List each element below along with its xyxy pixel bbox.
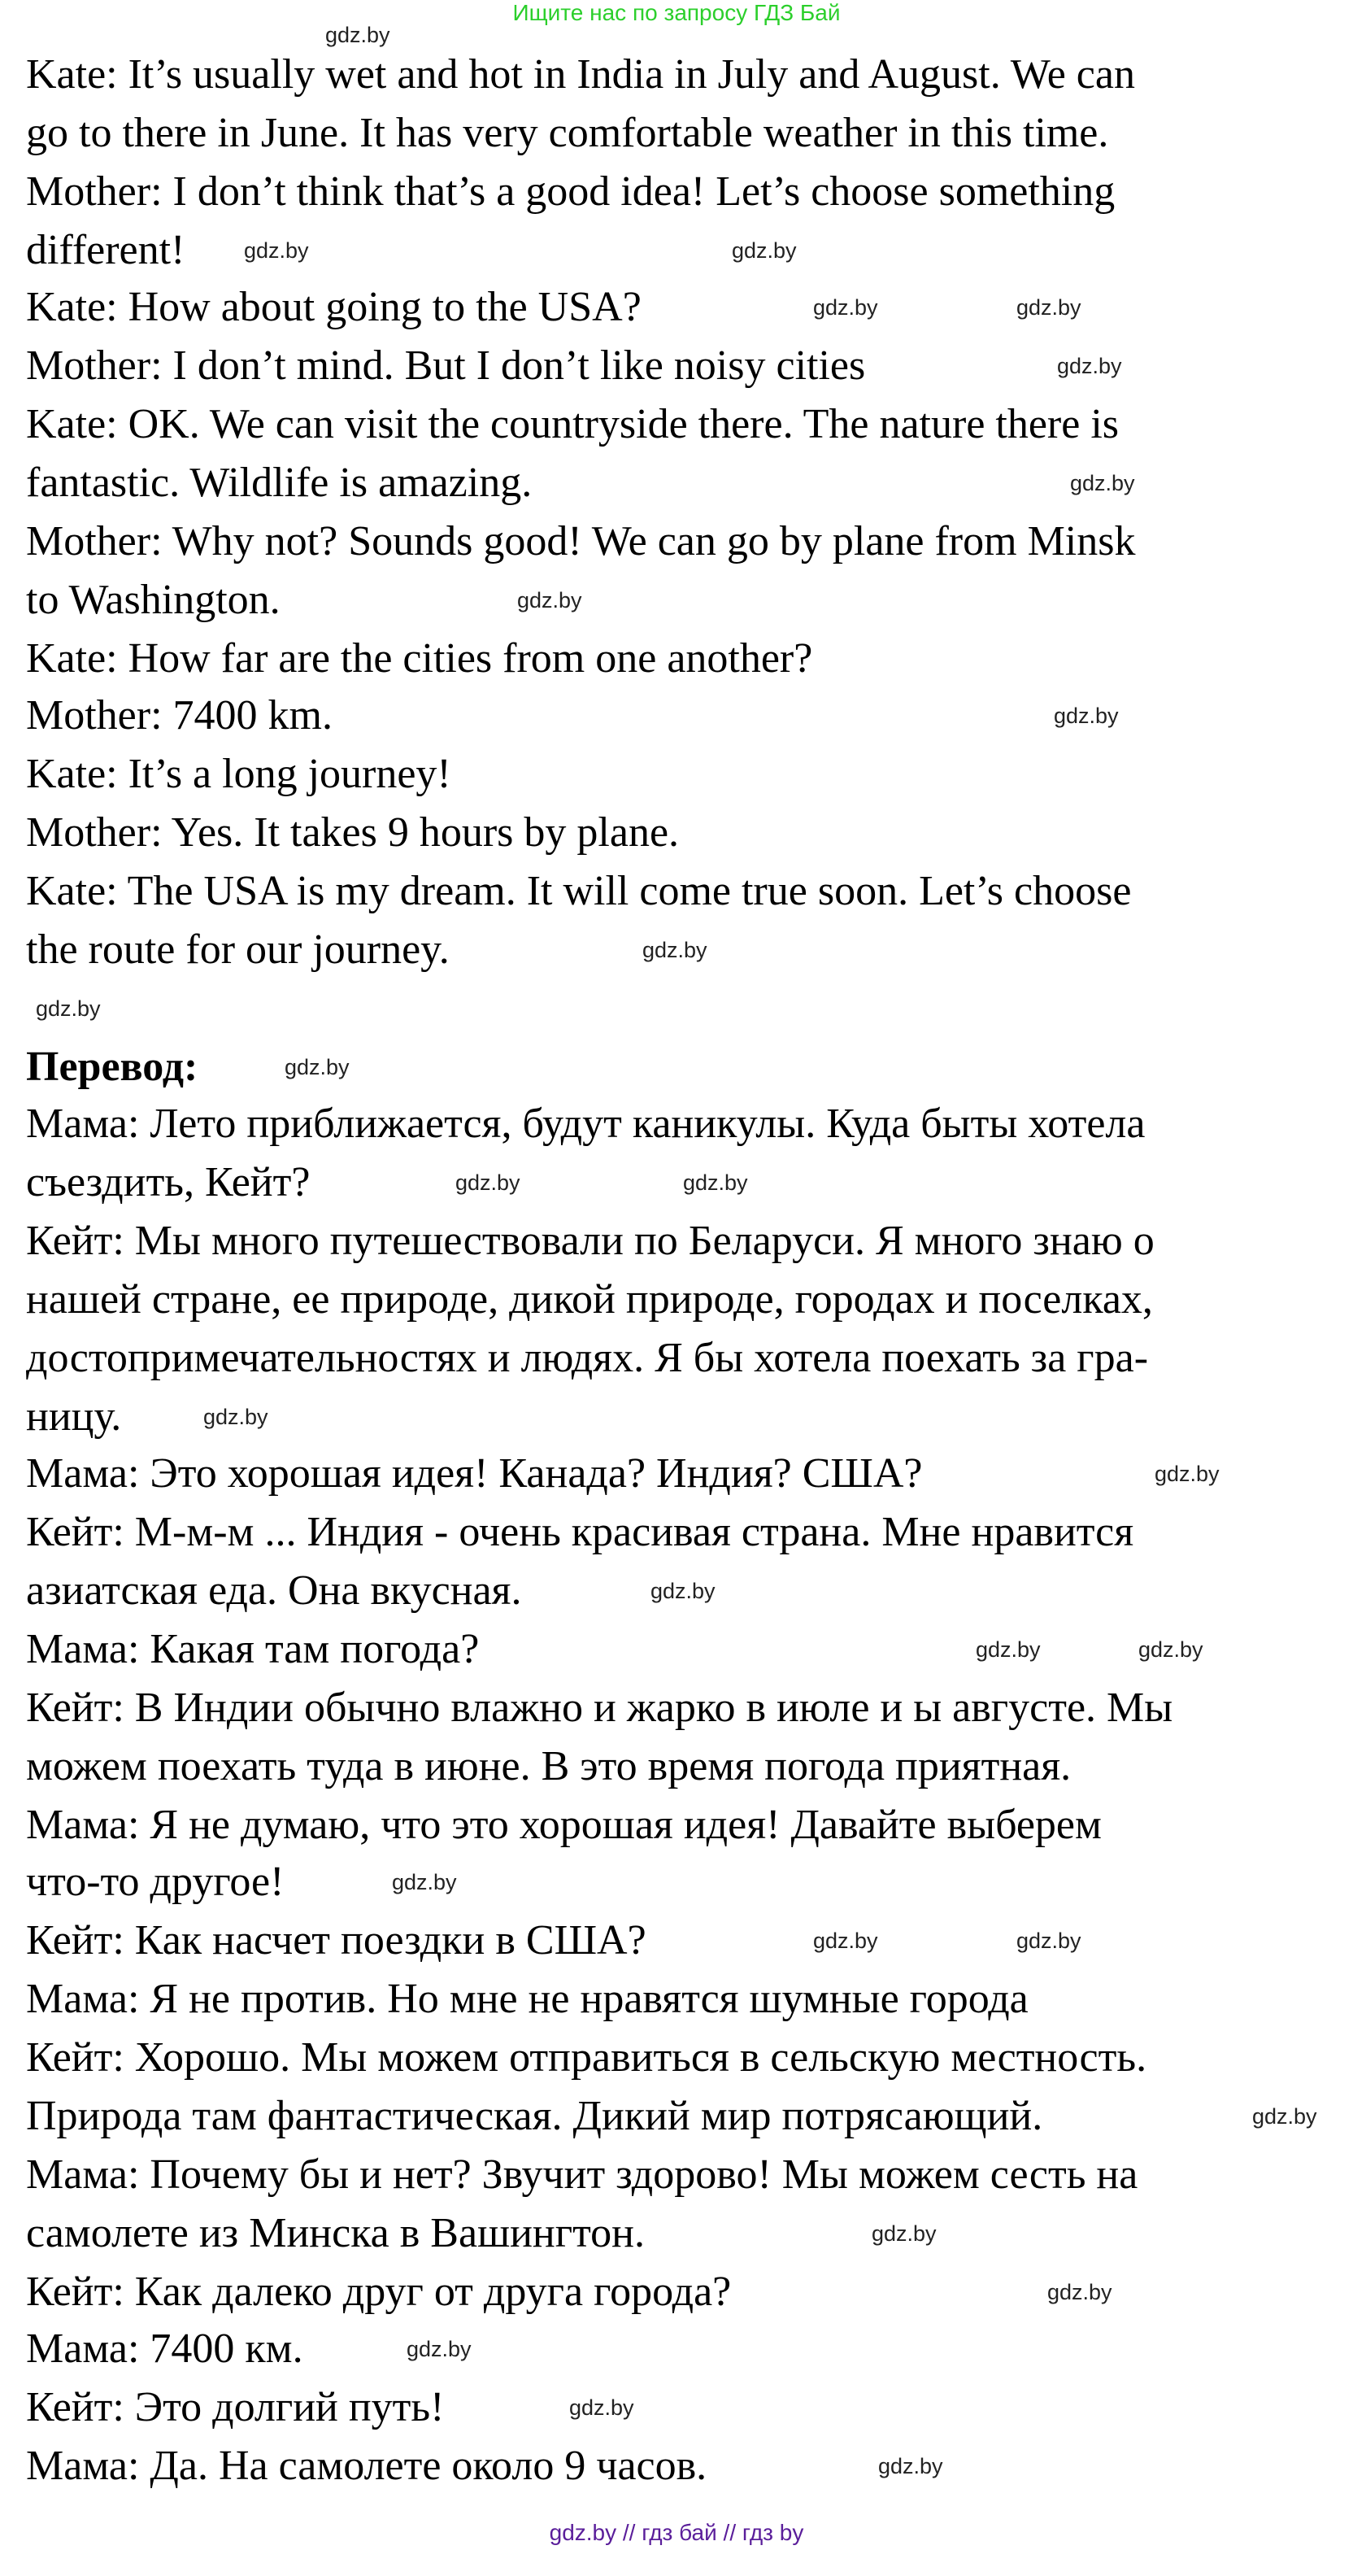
watermark: gdz.by (455, 1170, 520, 1195)
watermark: gdz.by (1047, 2280, 1112, 2304)
dialogue-line-ru: Мама: 7400 км. (26, 2325, 303, 2372)
dialogue-line-en: Kate: How far are the cities from one another? (26, 635, 813, 682)
translation-heading: Перевод: (26, 1044, 198, 1090)
dialogue-line-ru: Мама: Лето приближается, будут каникулы. Куда быты хотела (26, 1101, 1146, 1147)
watermark: gdz.by (392, 1870, 457, 1894)
watermark: gdz.by (285, 1055, 350, 1079)
dialogue-line-en: Mother: Yes. It takes 9 hours by plane. (26, 809, 680, 856)
dialogue-line-ru: Кейт: Как насчет поездки в США? (26, 1917, 646, 1964)
dialogue-line-ru: Кейт: Как далеко друг от друга города? (26, 2269, 732, 2315)
watermark: gdz.by (1252, 2104, 1317, 2129)
dialogue-line-ru: съездить, Кейт? (26, 1159, 311, 1205)
dialogue-line-en: Kate: It’s a long journey! (26, 751, 451, 797)
watermark: gdz.by (872, 2221, 937, 2246)
dialogue-line-ru: Кейт: В Индии обычно влажно и жарко в июле и ы августе. Мы (26, 1685, 1173, 1731)
dialogue-line-en: Mother: I don’t mind. But I don’t like noisy cities (26, 342, 866, 389)
dialogue-line-en: Mother: I don’t think that’s a good idea! Let’s choose something (26, 168, 1116, 215)
dialogue-line-ru: Кейт: Это долгий путь! (26, 2384, 445, 2430)
watermark: gdz.by (1016, 1929, 1081, 1953)
dialogue-line-en: fantastic. Wildlife is amazing. (26, 460, 533, 506)
watermark: gdz.by (569, 2395, 634, 2420)
dialogue-line-en: different! (26, 227, 185, 273)
dialogue-line-ru: Кейт: М-м-м ... Индия - очень красивая страна. Мне нравится (26, 1509, 1134, 1555)
dialogue-line-ru: Мама: Я не думаю, что это хорошая идея! Давайте выберем (26, 1802, 1102, 1848)
watermark: gdz.by (244, 238, 309, 263)
watermark: gdz.by (517, 588, 582, 612)
dialogue-line-ru: Мама: Почему бы и нет? Звучит здорово! Мы можем сесть на (26, 2151, 1138, 2198)
header-banner[interactable]: Ищите нас по запросу ГДЗ Бай (512, 0, 841, 25)
dialogue-line-ru: ницу. (26, 1393, 122, 1440)
dialogue-line-en: Mother: 7400 km. (26, 692, 333, 739)
watermark: gdz.by (976, 1637, 1041, 1662)
watermark: gdz.by (878, 2454, 943, 2478)
watermark: gdz.by (203, 1405, 268, 1429)
watermark: gdz.by (683, 1170, 748, 1195)
dialogue-line-ru: достопримечательностях и людях. Я бы хотела поехать за гра- (26, 1335, 1149, 1381)
dialogue-line-ru: Мама: Какая там погода? (26, 1626, 480, 1672)
watermark: gdz.by (407, 2337, 472, 2361)
dialogue-line-ru: азиатская еда. Она вкусная. (26, 1567, 522, 1614)
dialogue-line-ru: Природа там фантастическая. Дикий мир потрясающий. (26, 2093, 1043, 2139)
dialogue-line-en: the route for our journey. (26, 926, 450, 973)
dialogue-line-ru: Мама: Это хорошая идея! Канада? Индия? США? (26, 1450, 923, 1497)
watermark: gdz.by (813, 1929, 878, 1953)
dialogue-line-en: Kate: OK. We can visit the countryside there. The nature there is (26, 401, 1120, 447)
watermark: gdz.by (1070, 471, 1135, 495)
dialogue-line-en: to Washington. (26, 577, 281, 623)
watermark: gdz.by (642, 938, 707, 962)
watermark: gdz.by (1155, 1462, 1220, 1486)
watermark: gdz.by (36, 996, 101, 1021)
watermark: gdz.by (650, 1579, 716, 1603)
dialogue-line-ru: Мама: Да. На самолете около 9 часов. (26, 2443, 707, 2489)
dialogue-line-en: Kate: It’s usually wet and hot in India in July and August. We can (26, 51, 1135, 98)
dialogue-line-ru: что-то другое! (26, 1859, 285, 1905)
dialogue-line-ru: можем поехать туда в июне. В это время погода приятная. (26, 1743, 1072, 1789)
dialogue-line-ru: Мама: Я не против. Но мне не нравятся шумные города (26, 1976, 1029, 2022)
dialogue-line-ru: самолете из Минска в Вашингтон. (26, 2210, 645, 2256)
watermark: gdz.by (813, 295, 878, 320)
watermark: gdz.by (1138, 1637, 1203, 1662)
dialogue-line-en: Kate: How about going to the USA? (26, 284, 642, 330)
dialogue-line-ru: нашей стране, ее природе, дикой природе, городах и поселках, (26, 1276, 1153, 1323)
dialogue-line-en: Mother: Why not? Sounds good! We can go by plane from Minsk (26, 518, 1136, 564)
watermark: gdz.by (1057, 354, 1122, 378)
dialogue-line-en: go to there in June. It has very comfortable weather in this time. (26, 110, 1109, 156)
watermark: gdz.by (325, 23, 390, 47)
watermark: gdz.by (1054, 704, 1119, 728)
watermark: gdz.by (1016, 295, 1081, 320)
footer-links[interactable]: gdz.by // гдз бай // гдз by (549, 2520, 804, 2545)
watermark: gdz.by (732, 238, 797, 263)
dialogue-line-ru: Кейт: Хорошо. Мы можем отправиться в сельскую местность. (26, 2034, 1147, 2081)
dialogue-line-ru: Кейт: Мы много путешествовали по Беларуси. Я много знаю о (26, 1218, 1155, 1264)
dialogue-line-en: Kate: The USA is my dream. It will come true soon. Let’s choose (26, 868, 1132, 914)
